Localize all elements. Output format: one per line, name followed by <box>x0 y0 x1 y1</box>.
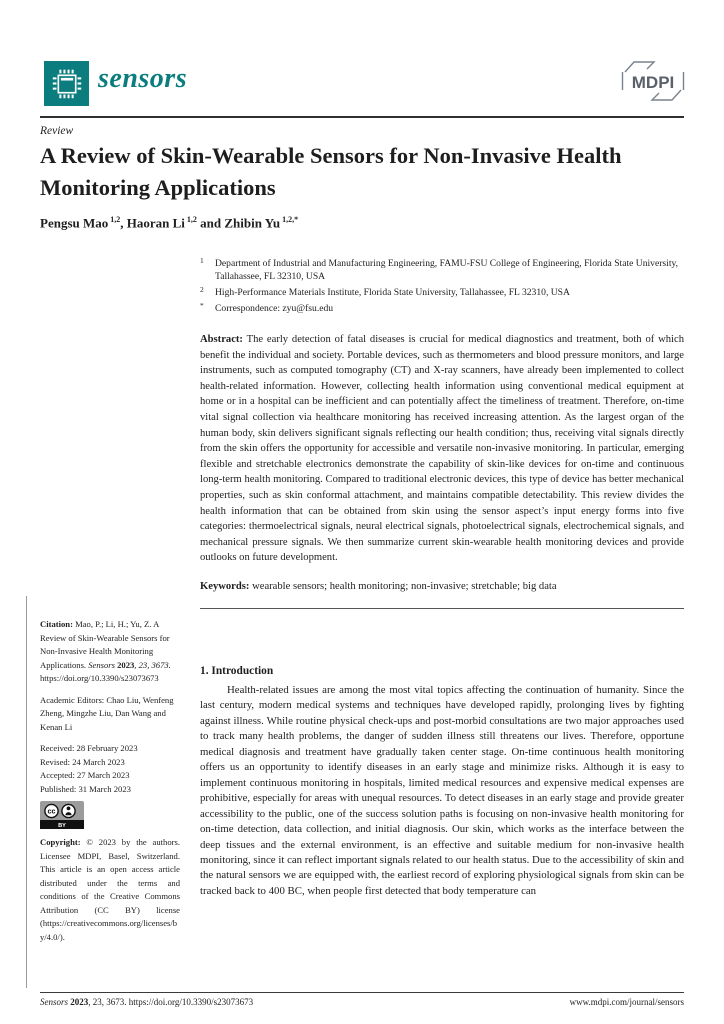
footer-journal-url-link[interactable]: www.mdpi.com/journal/sensors <box>569 997 684 1007</box>
academic-editors-names: Chao Liu, Wenfeng Zheng, Mingzhe Liu, Dan Wang and Kenan Li <box>40 694 174 732</box>
revised-value: 24 March 2023 <box>72 756 125 767</box>
citation-block <box>40 618 180 686</box>
affiliation-item <box>200 283 684 299</box>
published-label: Published: <box>40 783 79 794</box>
affiliation-item <box>200 299 684 315</box>
published-date-row <box>40 783 180 797</box>
affiliation-marker: * <box>200 301 204 310</box>
section-heading: 1. Introduction <box>200 665 274 677</box>
footer-journal: Sensors <box>40 997 71 1007</box>
article-type-label: Review <box>40 125 74 137</box>
journal-name-logotype: sensors <box>98 63 188 94</box>
copyright-label: Copyright: <box>40 837 87 847</box>
by-label: BY <box>58 823 66 829</box>
author-name: Pengsu Mao <box>40 215 109 231</box>
published-value: 31 March 2023 <box>78 783 131 794</box>
affiliation-marker: 2 <box>200 285 204 294</box>
author-name: Zhibin Yu <box>224 215 281 231</box>
cc-icon: cc <box>47 806 56 816</box>
author-affiliation-superscript: 1,2 <box>186 215 197 224</box>
academic-editors-block <box>40 694 180 735</box>
page-edge-artifact-line <box>26 596 27 988</box>
citation-year: 2023 <box>117 659 135 670</box>
mdpi-logo <box>620 58 686 104</box>
author-affiliation-superscript: 1,2,* <box>282 215 299 224</box>
sensors-chip-icon <box>44 61 89 106</box>
introduction-paragraph: Health-related issues are among the most vital topics affecting the continuation of humanity. Since the last century, modern medical systems and techniques have developed rapidly, prolonging lives by fighting against illness. While routine physical check-ups and post-morbid consultations are two major approaches used to track many health problems, the danger of sudden illness still threatens our lives. Therefore, opportune medical diagnosis and treatment have gradually taken center stage. On-time continuous health monitoring offers us an opportunity to identify diseases in an early stage and minimize risks. Although it is easy to implement continuous monitoring in hospitals, limited medical resources and expensive medical expenses are prohibitive, especially for areas with unequal resources. To detect diseases in an early stage and provide greater accessibility to the public, one of the success solution paths is focusing on non-invasive health monitoring for on-time detection, data collection, and initial diagnosis. Our skin, which works as the interface between the deep tissues and the external environment, is an effective and suitable medium for non-invasive health monitoring, since it can reflect important signals related to our health status. Due to the accessibility of skin and the natural sensors we are equipped with, the earliest record of exploring physiological signals from skin can be tracked back to 400 BC, when people first detected that body temperature can <box>200 684 684 897</box>
academic-editors-label: Academic Editors: <box>40 694 107 705</box>
author-name: Haoran Li <box>126 215 185 231</box>
authors-line <box>40 215 298 231</box>
author-separator: , <box>120 215 127 231</box>
citation-volume-pages: , 23, 3673. <box>134 659 171 670</box>
author-separator: and <box>196 215 225 231</box>
license-url-link[interactable]: https://creativecommons.org/licenses/by/4.0/ <box>40 918 178 942</box>
accepted-label: Accepted: <box>40 770 77 780</box>
citation-label: Citation: <box>40 619 76 629</box>
history-dates-block <box>40 742 180 796</box>
page-footer <box>40 997 684 1007</box>
received-label: Received: <box>40 743 77 753</box>
author-affiliation-superscript: 1,2 <box>110 215 121 224</box>
introduction-section <box>200 665 684 899</box>
revised-label: Revised: <box>40 756 73 767</box>
footer-volume-pages: , 23, 3673. <box>88 997 129 1007</box>
citation-sidebar <box>40 618 180 944</box>
copyright-close: ). <box>59 931 65 942</box>
keywords-text: wearable sensors; health monitoring; non-invasive; stretchable; big data <box>249 580 557 592</box>
footer-rule <box>40 992 684 993</box>
mdpi-logo-text: MDPI <box>631 73 675 92</box>
footer-doi-link[interactable]: https://doi.org/10.3390/s23073673 <box>128 997 254 1007</box>
keywords-line <box>200 579 684 595</box>
revised-date-row <box>40 756 180 770</box>
abstract-label: Abstract: <box>200 334 243 345</box>
header-rule <box>40 116 684 118</box>
affiliation-item <box>200 254 684 283</box>
citation-journal: Sensors <box>88 659 118 670</box>
citation-doi-link[interactable]: https://doi.org/10.3390/s23073673 <box>40 673 159 683</box>
abstract-paragraph <box>200 332 684 566</box>
article-title: A Review of Skin-Wearable Sensors for Non-Invasive Health Monitoring Applications <box>40 143 622 200</box>
article-front-matter <box>200 254 684 609</box>
cc-by-license-badge[interactable] <box>40 801 84 829</box>
accepted-value: 27 March 2023 <box>76 770 130 780</box>
abstract-text: The early detection of fatal diseases is crucial for medical diagnostics and treatment, both of which benefit the individual and society. Portable devices, such as thermometers and blood pressure monitors, and large instruments, such as computed tomography (CT) and X-ray scanners, have already been implemented to collect health-related information. However, collecting health information using conventional medical equipment at home or in a hospital can be inefficient and can potentially affect the timeliness of treatment. Therefore, on-time vital signal collection via healthcare monitoring has received increasing attention. As the largest organ of the human body, skin delivers significant signals reflecting our health condition; thus, receiving vital signals directly from the skin offers the opportunity for accessible and versatile non-invasive monitoring. In particular, emerging flexible and stretchable electronics demonstrate the capability of skin-like devices for on-time and continuous long-term health monitoring. Compared to traditional electronic devices, this type of device has better mechanical properties, such as skin conformal attachment, and maintains compatible detectability. This review divides the health information that can be obtained from skin using the sensor aspect’s input energy forms into five categories: thermoelectrical signals, neural electrical signals, photoelectrical signals, electrochemical signals, and mechanical pressure signals. We then summarize current skin-wearable health monitoring devices and provide outlooks on future development. <box>200 334 684 564</box>
received-date-row <box>40 742 180 756</box>
affiliation-marker: 1 <box>200 256 204 265</box>
affiliation-text: Department of Industrial and Manufacturing Engineering, FAMU-FSU College of Engineering, Florida State University, Tallahassee, FL 32310, USA <box>215 258 679 282</box>
footer-citation <box>40 997 253 1007</box>
copyright-block <box>40 836 180 944</box>
affiliation-text: High-Performance Materials Institute, Florida State University, Tallahassee, FL 32310, USA <box>215 287 570 298</box>
keywords-label: Keywords: <box>200 580 250 592</box>
correspondence-email-link[interactable]: zyu@fsu.edu <box>282 303 334 314</box>
footer-year: 2023 <box>70 997 89 1007</box>
accepted-date-row <box>40 769 180 783</box>
citation-body: Mao, P.; Li, H.; Yu, Z. A Review of Skin-Wearable Sensors for Non-Invasive Health Monitoring Applications. <box>40 619 170 670</box>
copyright-body: © 2023 by the authors. Licensee MDPI, Basel, Switzerland. This article is an open access article distributed under the terms and conditions of the Creative Commons Attribution (CC BY) license ( <box>40 837 180 928</box>
keywords-divider-rule <box>200 608 684 609</box>
received-value: 28 February 2023 <box>76 743 138 753</box>
correspondence-label: Correspondence: <box>215 303 283 314</box>
